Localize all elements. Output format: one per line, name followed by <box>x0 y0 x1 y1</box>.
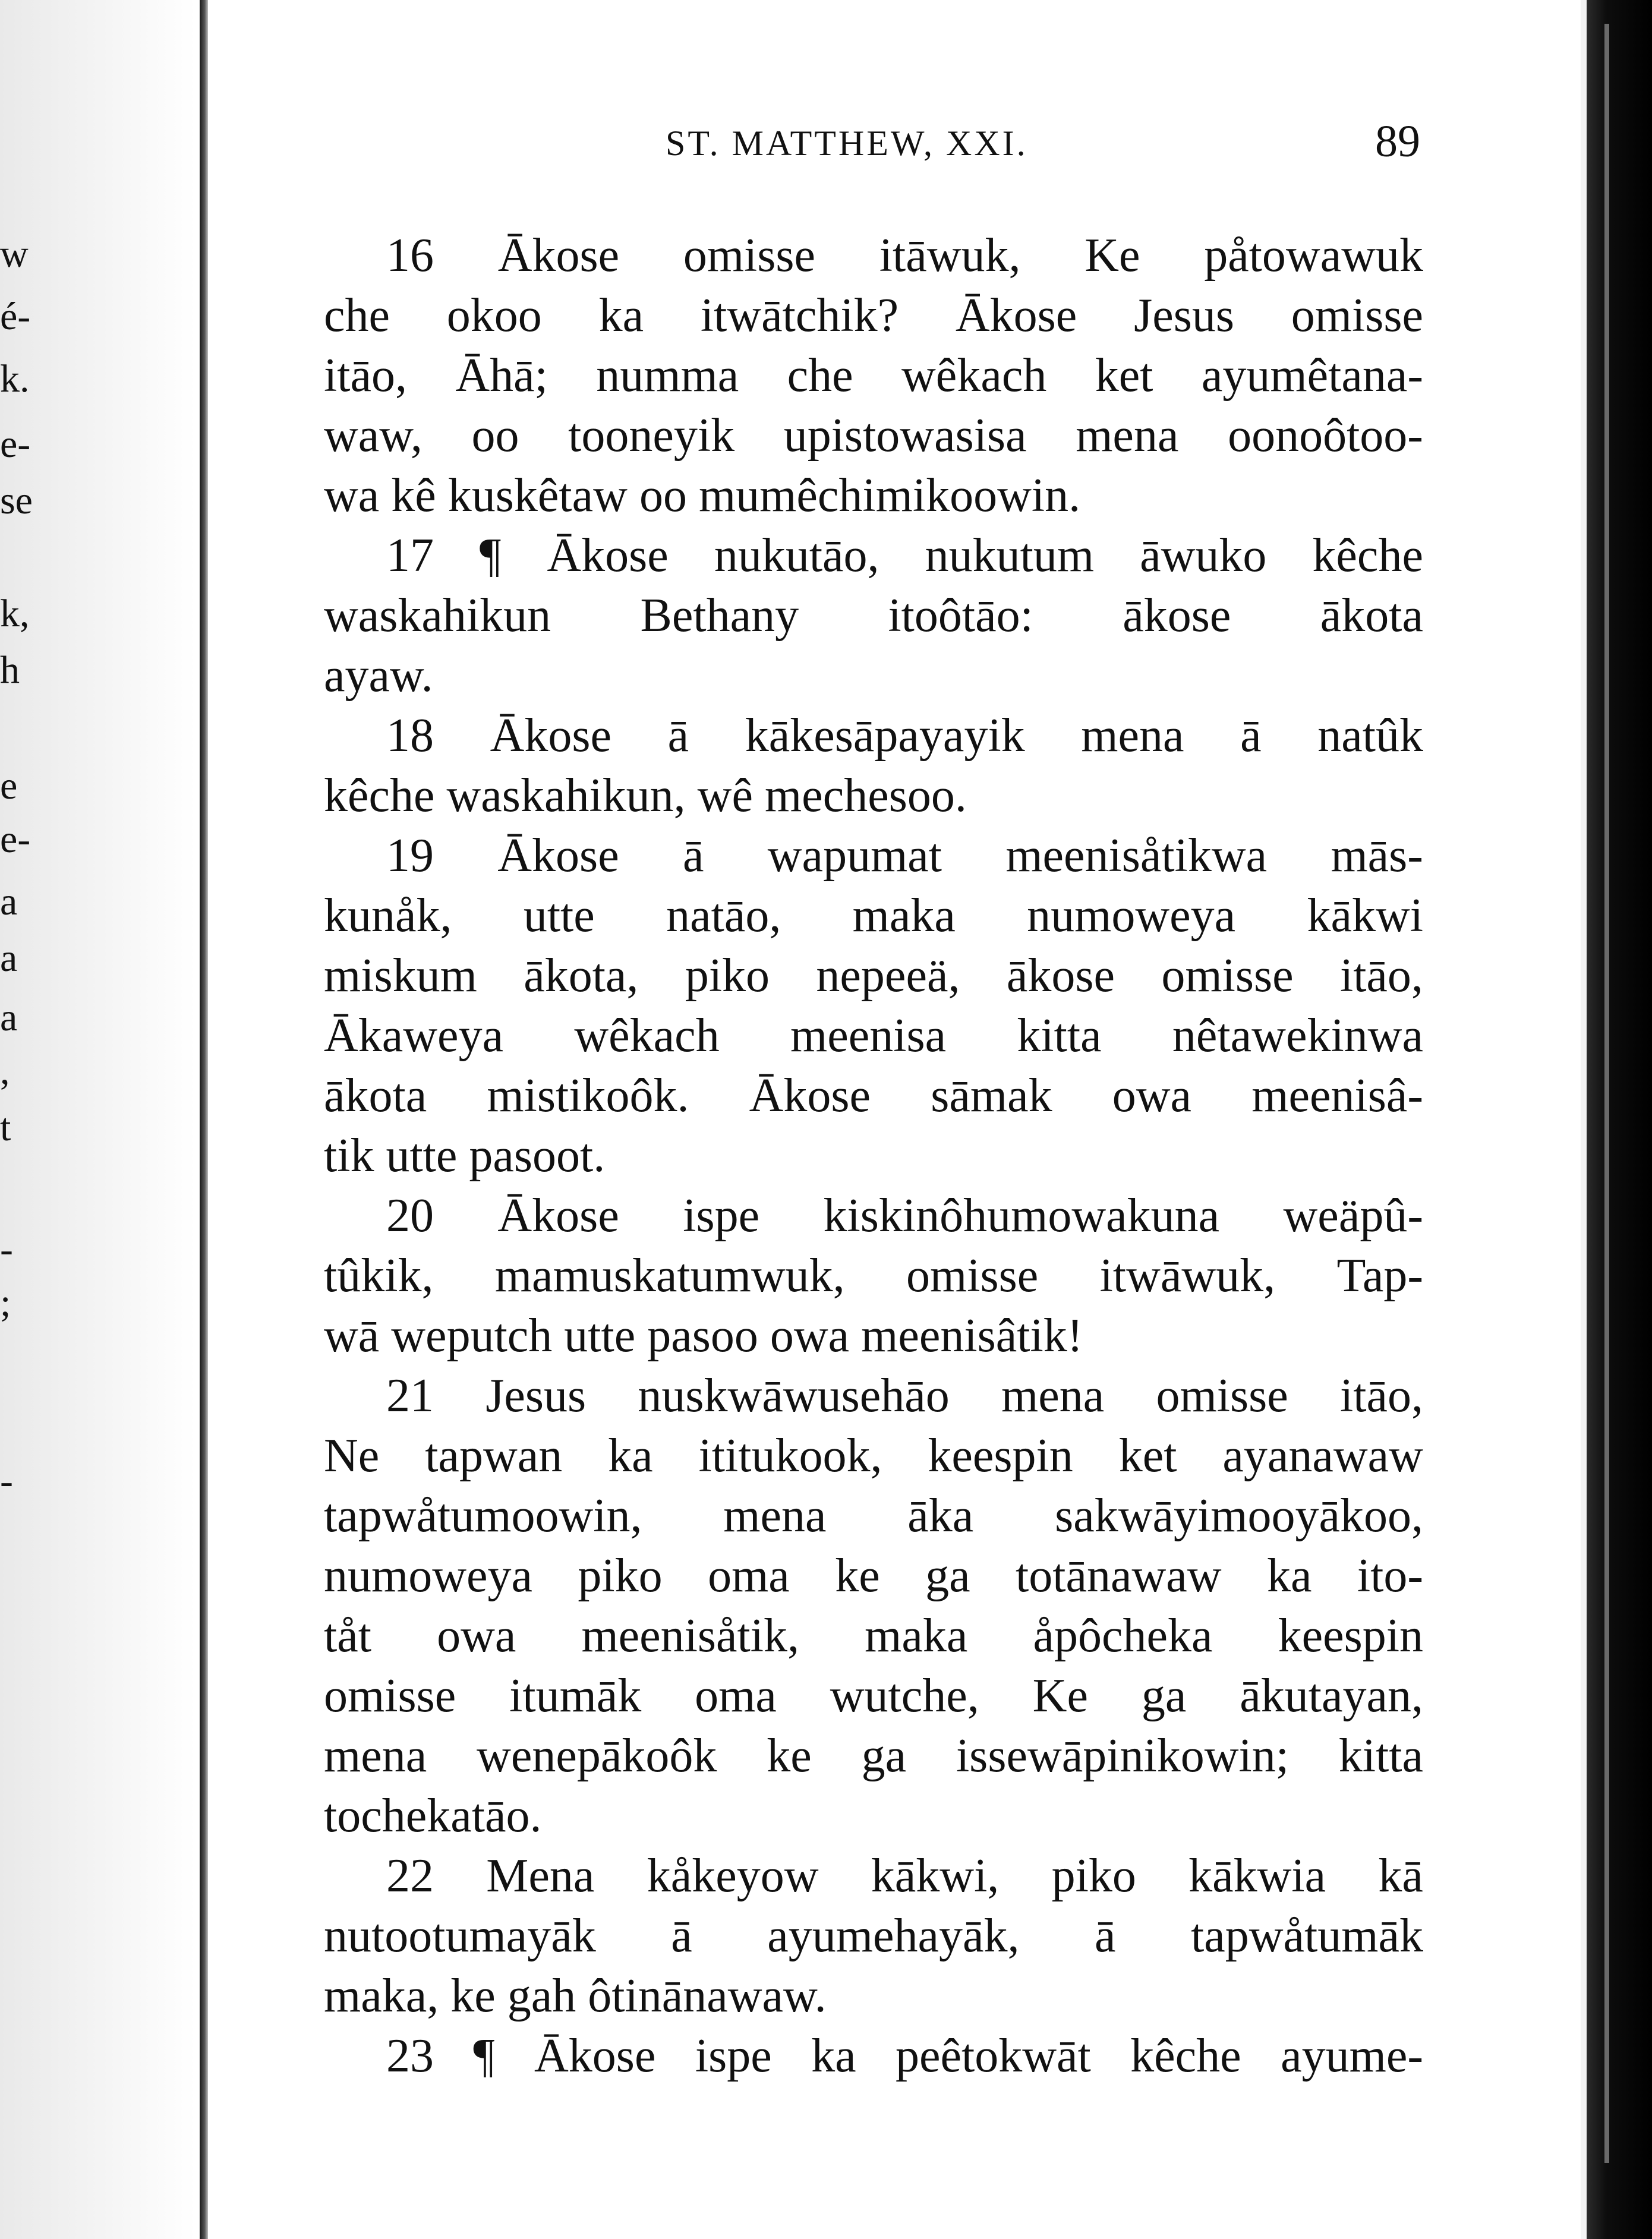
word: Ke <box>1084 229 1140 282</box>
word: ā <box>671 1910 692 1962</box>
word: omisse <box>906 1250 1039 1302</box>
word: maka <box>865 1610 968 1662</box>
word: Ākose <box>497 1190 619 1242</box>
facing-page-fragment: e- <box>0 818 31 861</box>
word: owa <box>1112 1070 1192 1122</box>
word: Ākose <box>955 289 1077 342</box>
word: mistikoôk. <box>487 1070 689 1122</box>
word: āwuko <box>1140 529 1267 582</box>
word: 19 <box>386 830 434 882</box>
facing-page-fragment: k. <box>0 357 30 401</box>
word: keespin <box>928 1430 1073 1482</box>
word: Āhā; <box>455 349 548 402</box>
word: owa <box>437 1610 516 1662</box>
text-line <box>324 526 1423 586</box>
word: 17 <box>386 529 434 582</box>
word: mena <box>723 1490 827 1542</box>
header-title: ST. MATTHEW, XXI. <box>666 124 1028 163</box>
word: nukutum <box>925 529 1095 582</box>
text-line <box>324 1126 1423 1186</box>
word: itwāwuk, <box>1099 1250 1276 1302</box>
text-line <box>324 1606 1423 1666</box>
word: mena <box>1001 1370 1105 1422</box>
word: Ākose <box>490 709 612 762</box>
word: itumāk <box>509 1670 642 1722</box>
word: nêtawekinwa <box>1172 1010 1423 1062</box>
word: ayanawaw <box>1222 1430 1423 1482</box>
word: itāo, <box>1339 1370 1423 1422</box>
word: kākwia <box>1188 1850 1326 1902</box>
word: Mena <box>486 1850 595 1902</box>
word: Ke <box>1032 1670 1088 1722</box>
word: itāo, <box>1339 950 1423 1002</box>
word: Ākose <box>497 830 619 882</box>
word: ā <box>667 709 689 762</box>
word: omisse <box>1291 289 1423 342</box>
text-line <box>324 1726 1423 1786</box>
word: omisse <box>683 229 816 282</box>
word: kunåk, <box>324 890 452 942</box>
word: Jesus <box>1134 289 1234 342</box>
word: wapumat <box>767 830 942 882</box>
facing-page-fragment: e- <box>0 422 31 466</box>
facing-page-fragment: e <box>0 764 18 808</box>
facing-page-fragment: a <box>0 996 18 1039</box>
text-line <box>324 1066 1423 1126</box>
line-text: ayaw. <box>324 649 433 702</box>
word: okoo <box>446 289 542 342</box>
word: Jesus <box>485 1370 587 1422</box>
line-text: wa kê kuskêtaw oo mumêchimikoowin. <box>324 469 1081 522</box>
word: 16 <box>386 229 434 282</box>
line-text: tik utte pasoot. <box>324 1130 606 1182</box>
text-line <box>324 346 1423 406</box>
word: kitta <box>1017 1010 1102 1062</box>
word: tapwan <box>425 1430 563 1482</box>
word: 18 <box>386 709 434 762</box>
book-edge-shadow <box>1587 0 1652 2239</box>
word: ispe <box>683 1190 760 1242</box>
text-line <box>324 946 1423 1006</box>
text-line <box>324 1006 1423 1066</box>
word: ayumehayāk, <box>767 1910 1020 1962</box>
word: nepeeä, <box>816 950 960 1002</box>
word: ākota, <box>524 950 639 1002</box>
word: 20 <box>386 1190 434 1242</box>
word: ke <box>767 1730 812 1782</box>
text-line <box>324 1966 1423 2026</box>
word: itāo, <box>324 349 407 402</box>
scripture-text-block <box>324 226 1423 2086</box>
word: numma <box>596 349 739 402</box>
facing-page-fragment: a <box>0 880 18 923</box>
word: che <box>324 289 390 342</box>
word: itāwuk, <box>879 229 1021 282</box>
line-text: kêche waskahikun, wê mechesoo. <box>324 770 967 822</box>
text-line <box>324 1906 1423 1966</box>
word: nutootumayāk <box>324 1910 596 1962</box>
word: Ākose <box>534 2030 656 2082</box>
word: wêkach <box>574 1010 720 1062</box>
word: 21 <box>386 1370 434 1422</box>
word: kitta <box>1338 1730 1423 1782</box>
word: omisse <box>1156 1370 1288 1422</box>
word: tapwåtumoowin, <box>324 1490 642 1542</box>
text-line <box>324 466 1423 526</box>
word: ā <box>1240 709 1262 762</box>
word: wutche, <box>830 1670 979 1722</box>
text-line <box>324 706 1423 766</box>
word: ¶ <box>473 2030 495 2082</box>
word: nukutāo, <box>714 529 879 582</box>
word: waw, <box>324 409 423 462</box>
word: Ākose <box>547 529 669 582</box>
word: 23 <box>386 2030 434 2082</box>
text-line <box>324 586 1423 646</box>
word: ā <box>682 830 704 882</box>
word: natāo, <box>666 890 781 942</box>
word: waskahikun <box>324 589 551 642</box>
word: meenisåtikwa <box>1005 830 1268 882</box>
word: kākwi <box>1307 890 1423 942</box>
word: piko <box>1051 1850 1136 1902</box>
word: omisse <box>1161 950 1294 1002</box>
facing-page-fragment: ; <box>0 1281 11 1325</box>
word: ayume- <box>1281 2030 1423 2082</box>
word: wêkach <box>901 349 1047 402</box>
text-line <box>324 1786 1423 1846</box>
book-edge-stripe <box>1604 24 1609 2163</box>
word: Bethany <box>640 589 799 642</box>
word: upistowasisa <box>783 409 1027 462</box>
facing-page-fragment: w <box>0 232 29 276</box>
word: ākose <box>1123 589 1231 642</box>
word: maka <box>852 890 956 942</box>
word: ākutayan, <box>1240 1670 1423 1722</box>
text-line <box>324 1306 1423 1366</box>
facing-page-fragment: t <box>0 1106 11 1149</box>
text-line <box>324 286 1423 346</box>
word: itoôtāo: <box>888 589 1033 642</box>
facing-page-fragment: h <box>0 648 20 692</box>
text-line <box>324 226 1423 286</box>
word: kiskinôhumowakuna <box>823 1190 1220 1242</box>
word: oma <box>708 1550 790 1602</box>
word: Ākaweya <box>324 1010 504 1062</box>
word: mena <box>1076 409 1179 462</box>
word: ka <box>598 289 644 342</box>
word: āka <box>907 1490 974 1542</box>
word: tåt <box>324 1610 371 1662</box>
text-line <box>324 1486 1423 1546</box>
word: sakwāyimooyākoo, <box>1055 1490 1423 1542</box>
word: ā <box>1094 1910 1116 1962</box>
word: Tap- <box>1336 1250 1423 1302</box>
word: ket <box>1118 1430 1177 1482</box>
facing-page-fragment: a <box>0 936 18 980</box>
word: mena <box>324 1730 427 1782</box>
word: kêche <box>1130 2030 1241 2082</box>
word: numoweya <box>1027 890 1236 942</box>
word: ka <box>811 2030 856 2082</box>
word: ka <box>608 1430 653 1482</box>
word: itwātchik? <box>700 289 899 342</box>
word: ¶ <box>480 529 502 582</box>
word: tooneyik <box>568 409 735 462</box>
facing-page-fragment: - <box>0 1228 13 1271</box>
word: ga <box>861 1730 907 1782</box>
word: oonoôtoo- <box>1228 409 1423 462</box>
word: omisse <box>324 1670 456 1722</box>
text-line <box>324 1186 1423 1246</box>
word: che <box>787 349 853 402</box>
text-line <box>324 1366 1423 1426</box>
word: piko <box>578 1550 663 1602</box>
word: kākesāpayayik <box>745 709 1025 762</box>
word: oo <box>471 409 519 462</box>
word: ispe <box>695 2030 772 2082</box>
word: ākota <box>1320 589 1423 642</box>
word: mās- <box>1331 830 1423 882</box>
page-number: 89 <box>1375 116 1420 166</box>
line-text: wā weputch utte pasoo owa meenisâtik! <box>324 1310 1083 1362</box>
text-line <box>324 1546 1423 1606</box>
word: nuskwāwusehāo <box>638 1370 950 1422</box>
word: wenepākoôk <box>477 1730 717 1782</box>
text-line <box>324 766 1423 826</box>
text-line <box>324 886 1423 946</box>
word: utte <box>523 890 595 942</box>
text-line <box>324 1666 1423 1726</box>
word: Ākose <box>497 229 620 282</box>
word: kêche <box>1312 529 1423 582</box>
word: meenisa <box>790 1010 947 1062</box>
word: weäpû- <box>1283 1190 1423 1242</box>
word: ayumêtana- <box>1201 349 1423 402</box>
word: ket <box>1095 349 1153 402</box>
word: kā <box>1378 1850 1423 1902</box>
word: mena <box>1081 709 1184 762</box>
word: ākose <box>1006 950 1115 1002</box>
text-line <box>324 826 1423 886</box>
facing-page-fragment: se <box>0 479 33 522</box>
word: piko <box>685 950 770 1002</box>
word: Ne <box>324 1430 380 1482</box>
word: ke <box>835 1550 880 1602</box>
word: numoweya <box>324 1550 533 1602</box>
facing-page-fragment: k, <box>0 592 30 635</box>
running-header <box>666 116 1420 181</box>
text-line <box>324 1246 1423 1306</box>
facing-page-fragment: é- <box>0 295 31 338</box>
facing-page-fragment: , <box>0 1049 10 1093</box>
word: peêtokwāt <box>896 2030 1091 2082</box>
page-edge-margin <box>1581 0 1587 2239</box>
word: ga <box>925 1550 970 1602</box>
word: miskum <box>324 950 477 1002</box>
word: oma <box>695 1670 777 1722</box>
word: keespin <box>1278 1610 1423 1662</box>
word: issewāpinikowin; <box>956 1730 1289 1782</box>
word: 22 <box>386 1850 434 1902</box>
word: ākota <box>324 1070 427 1122</box>
line-text: tochekatāo. <box>324 1790 542 1842</box>
word: mamuskatumwuk, <box>494 1250 845 1302</box>
text-line <box>324 1426 1423 1486</box>
word: meenisâ- <box>1251 1070 1423 1122</box>
word: kākwi, <box>871 1850 1000 1902</box>
text-line <box>324 646 1423 706</box>
book-gutter-shadow <box>200 0 208 2239</box>
word: meenisåtik, <box>581 1610 799 1662</box>
word: påtowawuk <box>1204 229 1423 282</box>
word: ito- <box>1357 1550 1423 1602</box>
word: tûkik, <box>324 1250 434 1302</box>
word: kåkeyow <box>647 1850 819 1902</box>
text-line <box>324 406 1423 466</box>
word: ka <box>1266 1550 1312 1602</box>
word: sāmak <box>931 1070 1052 1122</box>
word: totānawaw <box>1016 1550 1222 1602</box>
word: ga <box>1141 1670 1187 1722</box>
word: natûk <box>1317 709 1423 762</box>
line-text: maka, ke gah ôtinānawaw. <box>324 1970 827 2022</box>
text-line <box>324 1846 1423 1906</box>
word: tapwåtumāk <box>1191 1910 1423 1962</box>
word: ititukook, <box>698 1430 882 1482</box>
facing-page-fragment: - <box>0 1459 13 1503</box>
word: åpôcheka <box>1033 1610 1213 1662</box>
word: Ākose <box>749 1070 871 1122</box>
text-line <box>324 2026 1423 2086</box>
